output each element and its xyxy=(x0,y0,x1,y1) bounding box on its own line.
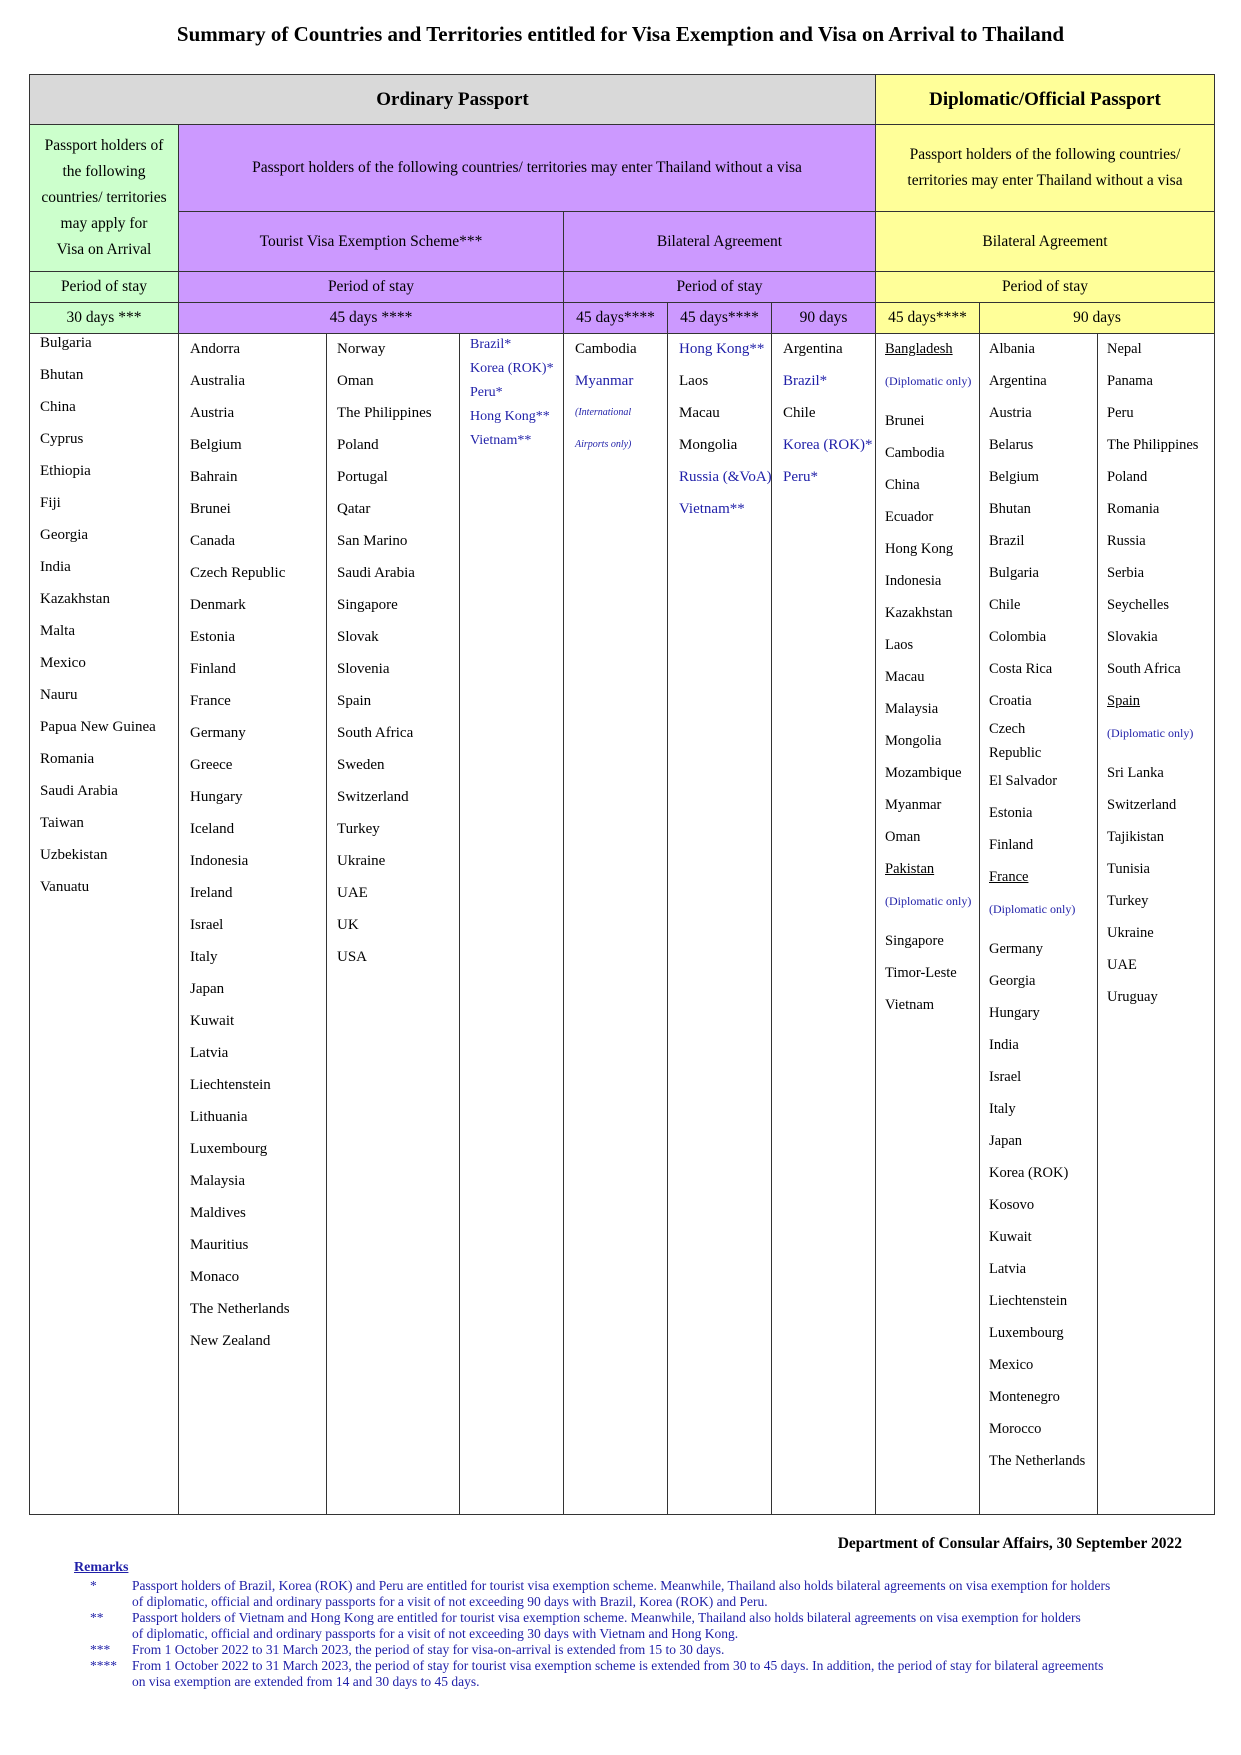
list-item: Mozambique xyxy=(885,765,962,781)
list-item: Pakistan xyxy=(885,861,935,877)
list-item: Ukraine xyxy=(1107,925,1154,941)
list-item: France xyxy=(989,869,1029,885)
diplomatic-45-column xyxy=(875,333,980,1515)
remark-line: on visa exemption are extended from 14 and 30 days to 45 days. xyxy=(132,1674,480,1689)
list-item: India xyxy=(40,559,71,575)
list-item: Belarus xyxy=(989,437,1034,453)
diplomatic-90-column-b xyxy=(1097,333,1215,1515)
remark-mark: *** xyxy=(90,1642,111,1657)
list-item: Kuwait xyxy=(989,1229,1032,1245)
list-item: Germany xyxy=(989,941,1043,957)
department-signature: Department of Consular Affairs, 30 September 2022 xyxy=(837,1535,1182,1552)
list-item: Finland xyxy=(989,837,1034,853)
list-item: Bulgaria xyxy=(40,335,92,351)
list-item: UAE xyxy=(337,885,368,901)
list-item: Brazil* xyxy=(783,373,828,389)
list-item: Brazil* xyxy=(470,337,512,352)
list-item: Japan xyxy=(989,1133,1023,1149)
list-item: Tunisia xyxy=(1107,861,1150,877)
list-item: Israel xyxy=(190,917,224,933)
remark-text xyxy=(132,1610,1194,1642)
list-item: Monaco xyxy=(190,1269,240,1285)
list-item: Cambodia xyxy=(885,445,945,461)
list-item: Czech Republic xyxy=(190,565,286,581)
list-item: Georgia xyxy=(989,973,1036,989)
remark-line: From 1 October 2022 to 31 March 2023, the period of stay for tourist visa exemption scheme is extended from 30 to 45 days. In addition, the period of stay for bilateral agreements xyxy=(132,1658,1104,1673)
list-item: Denmark xyxy=(190,597,246,613)
list-item: Japan xyxy=(190,981,225,997)
tourist-country-list-3 xyxy=(470,333,564,453)
list-item: Mexico xyxy=(40,655,86,671)
list-item: Poland xyxy=(337,437,379,453)
airport-note-line: (International xyxy=(575,407,632,418)
diplomatic-90-list-b xyxy=(1107,333,1215,1013)
voa-description-line: countries/ territories xyxy=(41,189,167,206)
list-item: Bulgaria xyxy=(989,565,1039,581)
list-item: Sweden xyxy=(337,757,385,773)
diplomatic-passport-header: Diplomatic/Official Passport xyxy=(875,74,1215,125)
list-item: Latvia xyxy=(989,1261,1027,1277)
list-item: Indonesia xyxy=(885,573,942,589)
remark-text xyxy=(132,1578,1194,1610)
list-item: Maldives xyxy=(190,1205,246,1221)
list-item: Peru* xyxy=(783,469,818,485)
list-item: Bangladesh xyxy=(885,341,953,357)
list-item: Taiwan xyxy=(40,815,84,831)
list-item: Mauritius xyxy=(190,1237,249,1253)
tourist-days: 45 days **** xyxy=(178,302,564,334)
bilateral-90-column xyxy=(771,333,876,1515)
bilateral-45-list-b xyxy=(679,333,772,525)
diplomatic-45-list xyxy=(885,333,980,1021)
list-item: (Diplomatic only) xyxy=(885,894,972,908)
list-item: Singapore xyxy=(885,933,944,949)
diplomatic-90-days: 90 days xyxy=(979,302,1215,334)
list-item: Bhutan xyxy=(40,367,84,383)
list-item: Hong Kong** xyxy=(470,409,550,424)
list-item: Cambodia xyxy=(575,341,637,357)
list-item: Latvia xyxy=(190,1045,229,1061)
tourist-column-1 xyxy=(178,333,326,1515)
list-item: Italy xyxy=(190,949,218,965)
bilateral-45-days-a: 45 days**** xyxy=(563,302,668,334)
remark-row xyxy=(74,1658,1194,1690)
diplomatic-bilateral-header: Bilateral Agreement xyxy=(875,211,1215,272)
list-item: Vietnam xyxy=(885,997,935,1013)
tourist-column-2 xyxy=(326,333,459,1515)
voa-period-header: Period of stay xyxy=(29,271,179,303)
diplomatic-period-header: Period of stay xyxy=(875,271,1215,303)
list-item: Albania xyxy=(989,341,1035,357)
list-item: Liechtenstein xyxy=(989,1293,1068,1309)
list-item: New Zealand xyxy=(190,1333,271,1349)
list-item: Turkey xyxy=(337,821,380,837)
list-item: Republic xyxy=(989,745,1042,761)
diplomatic-description-line: Passport holders of the following countries/ xyxy=(909,146,1181,163)
list-item: Estonia xyxy=(989,805,1033,821)
remark-row xyxy=(74,1578,1194,1610)
tourist-column-3 xyxy=(459,333,564,1515)
list-item: South Africa xyxy=(337,725,414,741)
list-item: Ethiopia xyxy=(40,463,91,479)
list-item: Romania xyxy=(40,751,95,767)
list-item: The Philippines xyxy=(337,405,432,421)
bilateral-45-column-b xyxy=(667,333,772,1515)
list-item: Andorra xyxy=(190,341,240,357)
list-item: UAE xyxy=(1107,957,1137,973)
list-item: Russia xyxy=(1107,533,1146,549)
list-item: Timor-Leste xyxy=(885,965,957,981)
list-item: Qatar xyxy=(337,501,371,517)
list-item: Lithuania xyxy=(190,1109,248,1125)
list-item: Ukraine xyxy=(337,853,386,869)
list-item: Costa Rica xyxy=(989,661,1053,677)
list-item: Austria xyxy=(190,405,235,421)
list-item: Indonesia xyxy=(190,853,249,869)
list-item: Portugal xyxy=(337,469,388,485)
remark-text xyxy=(132,1658,1194,1690)
list-item: Nepal xyxy=(1107,341,1142,357)
list-item: Brunei xyxy=(190,501,231,517)
list-item: Hong Kong** xyxy=(679,341,765,357)
list-item: Macau xyxy=(885,669,925,685)
list-item: Tajikistan xyxy=(1107,829,1164,845)
list-item: Korea (ROK) xyxy=(989,1165,1069,1181)
diplomatic-45-days: 45 days**** xyxy=(875,302,980,334)
list-item: Mexico xyxy=(989,1357,1034,1373)
list-item: Ecuador xyxy=(885,509,934,525)
bilateral-45-days-b: 45 days**** xyxy=(667,302,772,334)
list-item: Luxembourg xyxy=(989,1325,1064,1341)
list-item: Australia xyxy=(190,373,245,389)
list-item: Israel xyxy=(989,1069,1022,1085)
list-item: Malaysia xyxy=(190,1173,245,1189)
list-item: Myanmar xyxy=(575,373,634,389)
list-item: Liechtenstein xyxy=(190,1077,271,1093)
list-item: Russia (&VoA) xyxy=(679,469,772,485)
list-item: Slovak xyxy=(337,629,379,645)
list-item: Hungary xyxy=(190,789,243,805)
voa-description-line: Passport holders of xyxy=(44,137,164,154)
airport-note xyxy=(575,397,668,461)
list-item: Argentina xyxy=(989,373,1047,389)
list-item: Oman xyxy=(885,829,921,845)
list-item: Ireland xyxy=(190,885,233,901)
list-item: Singapore xyxy=(337,597,398,613)
remark-line: of diplomatic, official and ordinary passports for a visit of not exceeding 30 days with Vietnam and Hong Kong. xyxy=(132,1626,739,1641)
list-item: (Diplomatic only) xyxy=(1107,726,1194,740)
list-item: Spain xyxy=(337,693,372,709)
list-item: Brazil xyxy=(989,533,1025,549)
list-item: Slovenia xyxy=(337,661,390,677)
list-item: Argentina xyxy=(783,341,843,357)
list-item: Finland xyxy=(190,661,236,677)
list-item: Switzerland xyxy=(337,789,409,805)
remark-mark: * xyxy=(90,1578,97,1593)
remark-text xyxy=(132,1642,1194,1658)
list-item: Oman xyxy=(337,373,374,389)
list-item: Chile xyxy=(989,597,1021,613)
list-item: Laos xyxy=(679,373,709,389)
list-item: Saudi Arabia xyxy=(337,565,415,581)
list-item: USA xyxy=(337,949,368,965)
airport-note-line: Airports only) xyxy=(575,439,632,450)
tourist-scheme-header: Tourist Visa Exemption Scheme*** xyxy=(178,211,564,272)
diplomatic-90-list-a xyxy=(989,333,1097,1477)
list-item: The Netherlands xyxy=(989,1453,1086,1469)
voa-column xyxy=(29,333,179,1515)
list-item: Korea (ROK)* xyxy=(783,437,873,453)
visa-free-description: Passport holders of the following countries/ territories may enter Thailand without a visa xyxy=(178,124,876,212)
list-item: Malaysia xyxy=(885,701,939,717)
list-item: Norway xyxy=(337,341,386,357)
list-item: Panama xyxy=(1107,373,1153,389)
diplomatic-description-line: territories may enter Thailand without a visa xyxy=(907,172,1183,189)
list-item: Germany xyxy=(190,725,246,741)
list-item: Slovakia xyxy=(1107,629,1158,645)
list-item: Turkey xyxy=(1107,893,1149,909)
tourist-period-header: Period of stay xyxy=(178,271,564,303)
list-item: France xyxy=(190,693,231,709)
list-item: (Diplomatic only) xyxy=(989,902,1076,916)
list-item: (Diplomatic only) xyxy=(885,374,972,388)
list-item: Laos xyxy=(885,637,914,653)
remarks-section xyxy=(74,1560,1194,1690)
tourist-country-list-2 xyxy=(337,333,459,973)
voa-description xyxy=(29,124,179,272)
list-item: Hungary xyxy=(989,1005,1040,1021)
list-item: Spain xyxy=(1107,693,1141,709)
list-item: Romania xyxy=(1107,501,1160,517)
list-item: Vietnam** xyxy=(470,433,532,448)
list-item: Belgium xyxy=(190,437,242,453)
diplomatic-description xyxy=(875,124,1215,212)
list-item: Saudi Arabia xyxy=(40,783,118,799)
list-item: Papua New Guinea xyxy=(40,719,156,735)
list-item: Morocco xyxy=(989,1421,1042,1437)
list-item: Cyprus xyxy=(40,431,84,447)
list-item: Sri Lanka xyxy=(1107,765,1164,781)
bilateral-period-header: Period of stay xyxy=(563,271,876,303)
list-item: Czech xyxy=(989,721,1026,737)
bilateral-45-list-a xyxy=(575,333,668,461)
list-item: The Philippines xyxy=(1107,437,1199,453)
list-item: South Africa xyxy=(1107,661,1181,677)
voa-country-list xyxy=(40,327,179,903)
list-item: Italy xyxy=(989,1101,1016,1117)
list-item: Greece xyxy=(190,757,233,773)
bilateral-90-days: 90 days xyxy=(771,302,876,334)
list-item: Peru* xyxy=(470,385,503,400)
list-item: Peru xyxy=(1107,405,1134,421)
remark-mark: **** xyxy=(90,1658,117,1673)
list-item: Seychelles xyxy=(1107,597,1170,613)
list-item: Austria xyxy=(989,405,1032,421)
list-item: El Salvador xyxy=(989,773,1058,789)
list-item: Bahrain xyxy=(190,469,238,485)
remark-row xyxy=(74,1610,1194,1642)
list-item: China xyxy=(885,477,920,493)
list-item: Nauru xyxy=(40,687,78,703)
list-item: Canada xyxy=(190,533,235,549)
list-item: Fiji xyxy=(40,495,61,511)
list-item: Chile xyxy=(783,405,816,421)
remark-row xyxy=(74,1642,1194,1658)
list-item: Korea (ROK)* xyxy=(470,361,554,376)
list-item: Vietnam** xyxy=(679,501,745,517)
list-item: Colombia xyxy=(989,629,1047,645)
list-item: Brunei xyxy=(885,413,925,429)
voa-description-line: the following xyxy=(62,163,146,180)
ordinary-passport-header: Ordinary Passport xyxy=(29,74,876,125)
remark-line: Passport holders of Brazil, Korea (ROK) and Peru are entitled for tourist visa exemption scheme. Meanwhile, Thailand also holds bilateral agreements on visa exemption for holders xyxy=(132,1578,1111,1593)
list-item: Estonia xyxy=(190,629,235,645)
list-item: Uruguay xyxy=(1107,989,1158,1005)
list-item: Luxembourg xyxy=(190,1141,268,1157)
remark-mark: ** xyxy=(90,1610,104,1625)
list-item: India xyxy=(989,1037,1019,1053)
list-item: Bhutan xyxy=(989,501,1031,517)
remark-line: Passport holders of Vietnam and Hong Kong are entitled for tourist visa exemption scheme. Meanwhile, Thailand also holds bilateral agreements on visa exemption for holders xyxy=(132,1610,1081,1625)
list-item: Kazakhstan xyxy=(40,591,110,607)
list-item: Kuwait xyxy=(190,1013,235,1029)
list-item: Mongolia xyxy=(885,733,942,749)
list-item: The Netherlands xyxy=(190,1301,290,1317)
list-item: Hong Kong xyxy=(885,541,954,557)
page-title: Summary of Countries and Territories entitled for Visa Exemption and Visa on Arrival to Thailand xyxy=(176,22,1065,46)
list-item: Iceland xyxy=(190,821,235,837)
list-item: San Marino xyxy=(337,533,408,549)
bilateral-agreement-header: Bilateral Agreement xyxy=(563,211,876,272)
bilateral-45-column-a xyxy=(563,333,668,1515)
voa-description-line: Visa on Arrival xyxy=(56,241,152,258)
list-item: Serbia xyxy=(1107,565,1145,581)
voa-description-line: may apply for xyxy=(60,215,148,232)
bilateral-90-list xyxy=(783,333,876,493)
remarks-heading: Remarks xyxy=(74,1560,129,1575)
list-item: Uzbekistan xyxy=(40,847,108,863)
list-item: Croatia xyxy=(989,693,1032,709)
list-item: UK xyxy=(337,917,359,933)
list-item: Montenegro xyxy=(989,1389,1060,1405)
list-item: China xyxy=(40,399,76,415)
list-item: Kazakhstan xyxy=(885,605,953,621)
list-item: Macau xyxy=(679,405,720,421)
tourist-country-list-1 xyxy=(190,333,326,1357)
list-item: Poland xyxy=(1107,469,1148,485)
list-item: Vanuatu xyxy=(40,879,90,895)
voa-days: 30 days *** xyxy=(29,302,179,334)
list-item: Mongolia xyxy=(679,437,738,453)
list-item: Kosovo xyxy=(989,1197,1035,1213)
list-item: Switzerland xyxy=(1107,797,1177,813)
list-item: Belgium xyxy=(989,469,1039,485)
list-item: Myanmar xyxy=(885,797,942,813)
remark-line: of diplomatic, official and ordinary passports for a visit of not exceeding 90 days with Brazil, Korea (ROK) and Peru. xyxy=(132,1594,768,1609)
list-item: Malta xyxy=(40,623,75,639)
list-item: Georgia xyxy=(40,527,89,543)
remark-line: From 1 October 2022 to 31 March 2023, the period of stay for visa-on-arrival is extended from 15 to 30 days. xyxy=(132,1642,725,1657)
diplomatic-90-column-a xyxy=(979,333,1097,1515)
